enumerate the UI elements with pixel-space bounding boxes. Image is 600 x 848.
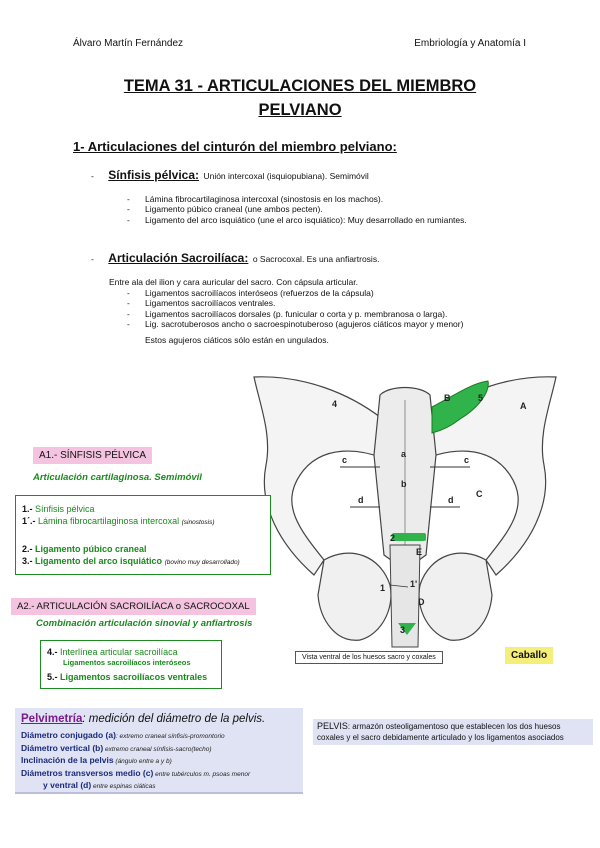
a2-banner: A2.- ARTICULACIÓN SACROILÍACA o SACROCOXAL xyxy=(11,598,256,615)
a2-item-4-sub: Ligamentos sacroilíacos interóseos xyxy=(63,658,191,667)
course-name: Embriología y Anatomía I xyxy=(414,38,526,49)
pelvimetria-title-line: Pelvimetría: medición del diámetro de la pelvis. xyxy=(21,713,266,725)
a1-subtitle: Articulación cartilaginosa. Semimóvil xyxy=(33,472,202,483)
list-item: Diámetro conjugado (a): extremo craneal sínfisis-promontorio xyxy=(21,730,225,740)
pelvimetria-box xyxy=(15,708,303,794)
pelvis-text: : armazón osteoligamentoso que establecen los dos huesos coxales y el sacro debidamente articulado y los ligamentos asociados xyxy=(317,722,564,742)
sinfisis-block: - Sínfisis pélvica: Unión intercoxal (isquiopubiana). Semimóvil xyxy=(91,168,369,182)
fig-label-2: 2 xyxy=(390,533,396,543)
list-item: - Ligamentos sacroilíacos ventrales. xyxy=(127,298,567,308)
a1-box xyxy=(15,495,271,575)
list-item: - Ligamento del arco isquiático (une el arco isquiático): Muy desarrollado en rumiantes. xyxy=(127,215,567,225)
pubic-ligament-green xyxy=(392,533,426,541)
fig-label-B: B xyxy=(444,393,451,403)
title-line-1: TEMA 31 - ARTICULACIONES DEL MIEMBRO xyxy=(123,77,477,95)
coxal-right-lower xyxy=(419,553,492,640)
fig-label-A: A xyxy=(520,401,527,411)
section-heading: 1- Articulaciones del cinturón del miembro pelviano: xyxy=(73,139,397,154)
fig-label-d-left: d xyxy=(358,495,364,505)
list-item: - Ligamentos sacroilíacos dorsales (p. funicular o corta y p. membranosa o larga). xyxy=(127,309,567,319)
sinfisis-label: Sínfisis pélvica: xyxy=(108,168,199,182)
fig-label-d-right: d xyxy=(448,495,454,505)
list-item: Diámetros transversos medio (c) entre tubérculos m. psoas menor xyxy=(21,767,251,778)
pelvimetria-rows xyxy=(21,730,250,793)
title-line-2: PELVIANO xyxy=(258,101,342,119)
list-item: Inclinación de la pelvis (ángulo entre a y b) xyxy=(21,755,172,765)
sacroiliaca-intro: Entre ala del ilion y cara auricular del sacro. Con cápsula articular. xyxy=(109,277,358,287)
fig-label-D: D xyxy=(418,597,425,607)
list-item: - Lig. sacrotuberosos ancho o sacroespinotuberoso (agujeros ciáticos mayor y menor) xyxy=(127,319,567,329)
a2-item-4: 4.- Interlínea articular sacroilíaca xyxy=(47,647,178,657)
sinfisis-desc: Unión intercoxal (isquiopubiana). Semimóvil xyxy=(203,171,369,181)
pelvis-term: PELVIS xyxy=(317,721,348,731)
list-item: - Lámina fibrocartilaginosa intercoxal (sinostosis en los machos). xyxy=(127,194,567,204)
list-item: y ventral (d) entre espinas ciáticas xyxy=(43,780,156,790)
sacroiliaca-block: - Articulación Sacroilíaca: o Sacrocoxal. Es una anfiartrosis. xyxy=(91,251,380,265)
fig-label-1: 1 xyxy=(380,583,386,593)
fig-label-5: 5 xyxy=(478,393,484,403)
sacroiliaca-list xyxy=(127,288,567,330)
list-item: Diámetro vertical (b) extremo craneal sínfisis-sacro(techo) xyxy=(21,742,212,753)
page-title xyxy=(0,74,600,122)
a2-subtitle: Combinación articulación sinovial y anfiartrosis xyxy=(36,618,253,629)
list-item: - Ligamentos sacroilíacos interóseos (refuerzos de la cápsula) xyxy=(127,288,567,298)
sacroiliaca-desc: o Sacrocoxal. Es una anfiartrosis. xyxy=(252,254,380,264)
a1-item: 3.- Ligamento del arco isquiático (bovino muy desarrollado) xyxy=(22,556,240,566)
fig-label-c-left: c xyxy=(342,455,348,465)
fig-label-C: C xyxy=(476,489,483,499)
sinfisis-list xyxy=(127,194,567,225)
fig-label-c-right: c xyxy=(464,455,470,465)
list-item: - Ligamento púbico craneal (une ambos pecten). xyxy=(127,204,567,214)
a1-item: 1.- Sínfisis pélvica xyxy=(22,504,95,514)
pelvimetria-title: Pelvimetría xyxy=(21,713,83,725)
fig-label-3: 3 xyxy=(400,625,406,635)
a2-box xyxy=(40,640,222,689)
fig-label-4: 4 xyxy=(332,399,338,409)
a1-item: 2.- Ligamento púbico craneal xyxy=(22,544,147,554)
fig-label-E: E xyxy=(416,547,423,557)
a1-banner: A1.- SÍNFISIS PÉLVICA xyxy=(33,447,152,464)
pelvis-figure xyxy=(240,355,570,655)
author-name: Álvaro Martín Fernández xyxy=(73,38,184,49)
fig-label-a: a xyxy=(401,449,407,459)
coxal-left-lower xyxy=(318,553,391,640)
sacroiliaca-label: Articulación Sacroilíaca: xyxy=(108,251,249,265)
sacroiliaca-note: Estos agujeros ciáticos sólo están en ungulados. xyxy=(145,335,329,345)
a2-item-5: 5.- Ligamentos sacroilíacos ventrales xyxy=(47,672,208,682)
species-tag: Caballo xyxy=(505,647,553,664)
a1-item: 1´.- Lámina fibrocartilaginosa intercoxal (sinostosis) xyxy=(22,516,215,526)
fig-label-b: b xyxy=(401,479,407,489)
fig-label-1p: 1' xyxy=(410,579,418,589)
figure-caption: Vista ventral de los huesos sacro y coxales xyxy=(295,651,443,664)
pelvis-definition xyxy=(313,719,593,745)
